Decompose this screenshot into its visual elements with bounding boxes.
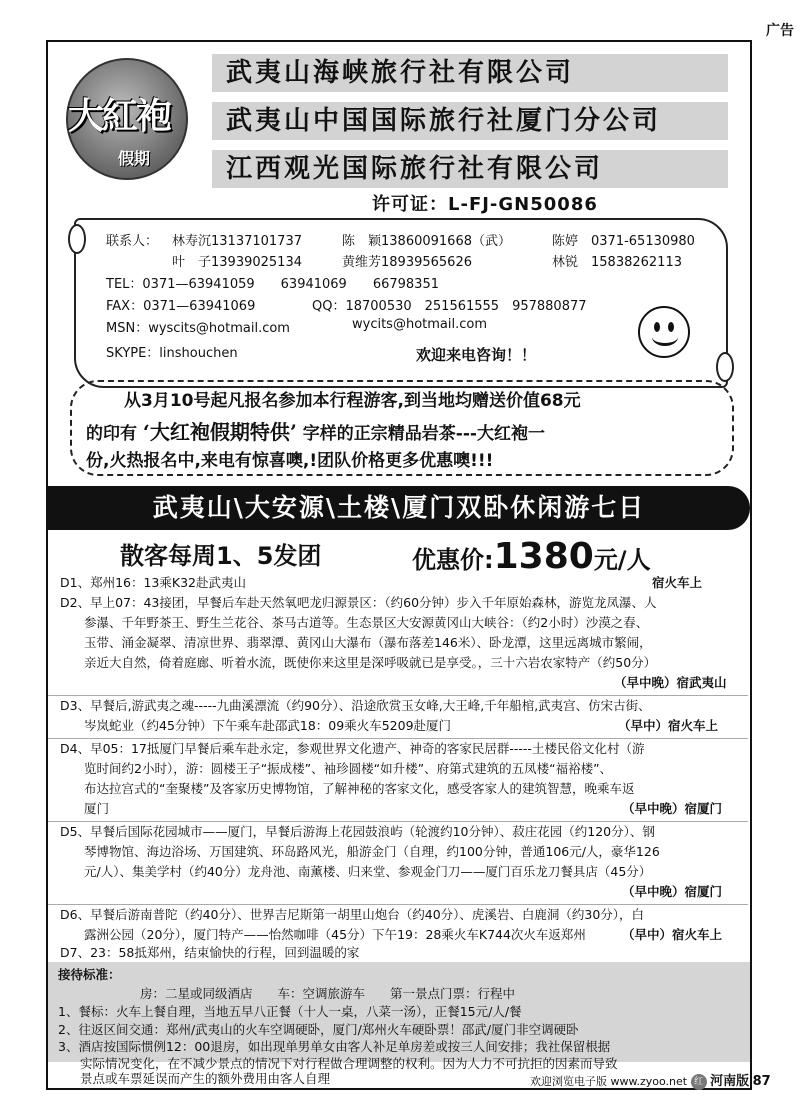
contact-person: 陈 颖13860091668（武） (342, 234, 511, 249)
promo-line-3: 份,火热报名中,来电有惊喜噢,!团队价格更多优惠噢!!! (86, 451, 494, 471)
smiley-icon (638, 306, 690, 358)
standard-transport: 2、往返区间交通：郑州/武夷山的火车空调硬卧，厦门/郑州火车硬卧票！邵武/厦门非空调硬卧 (58, 1022, 579, 1037)
departure-schedule: 散客每周1、5发团 (120, 542, 322, 570)
itinerary-day-6-line: 露洲公园（20分），厦门特产——怡然咖啡（45分）下午19：28乘火车K744次火车返郑州 (84, 927, 586, 942)
day-1-lodging: 宿火车上 (652, 575, 703, 590)
itinerary-day-4: D4、早05：17抵厦门早餐后乘车赴永定，参观世界文化遗产、神奇的客家民居群-----土楼民俗文化村（游 (60, 741, 645, 756)
company-name-2: 武夷山中国国际旅行社厦门分公司 (212, 102, 728, 140)
page-footer (530, 1070, 771, 1090)
logo-sub-text: 假期 (118, 149, 151, 168)
day-6-lodging: （早中）宿火车上 (622, 927, 723, 942)
page-number: 87 (752, 1074, 771, 1089)
edition-name: 河南版 (710, 1074, 750, 1089)
msn-line-2: wycits@hotmail.com (352, 317, 487, 332)
day-2-lodging: （早中晚）宿武夷山 (614, 675, 727, 690)
price-amount: 1380 (493, 536, 594, 577)
fax-line: FAX：0371—63941069 (106, 299, 256, 314)
price-block: 优惠价:1380元/人 (412, 536, 651, 577)
day-3-lodging: （早中）宿火车上 (618, 718, 719, 733)
itinerary-day-6: D6、早餐后游南普陀（约40分）、世界吉尼斯第一胡里山炮台（约40分）、虎溪岩、白鹿洞（约30分），白 (60, 907, 645, 922)
day-4-lodging: （早中晚）宿厦门 (622, 801, 723, 816)
standard-hotel-line: 景点或车票延误而产生的额外费用由客人自理 (80, 1071, 331, 1086)
day-5-lodging: （早中晚）宿厦门 (622, 884, 723, 899)
contact-person: 林锐 15838262113 (552, 255, 682, 270)
itinerary-day-4-line: 览时间约2小时），游：圆楼王子“振成楼”、袖珍圆楼“如升楼”、府第式建筑的五凤楼“福裕楼”、 (84, 761, 613, 776)
skype-line: SKYPE：linshouchen (106, 346, 238, 361)
footer-website[interactable]: 欢迎浏览电子版 www.zyoo.net (530, 1075, 688, 1088)
license-number: 许可证：L-FJ-GN50086 (372, 194, 598, 215)
contact-scroll (74, 218, 728, 388)
promo-box (70, 380, 734, 476)
itinerary-day-1: D1、郑州16：13乘K32赴武夷山 (60, 575, 246, 590)
itinerary-day-3: D3、早餐后,游武夷之魂-----九曲溪漂流（约90分）、沿途欣赏玉女峰,大王峰,千年船棺,武夷宫、仿宋古街、 (60, 698, 651, 713)
itinerary-day-3-line: 岑岚蛇业（约45分钟）下午乘车赴邵武18：09乘火车5209赴厦门 (84, 718, 452, 733)
contact-label: 联系人： (106, 234, 159, 249)
itinerary-day-2: D2、早上07：43接团，早餐后车赴天然氧吧龙归源景区：（约60分钟）步入千年原始森林，游览龙凤瀑、人 (60, 595, 657, 610)
standard-meals: 1、餐标：火车上餐自理，当地五早八正餐（十人一桌，八菜一汤），正餐15元/人/餐 (58, 1004, 522, 1019)
tour-title-banner: 武夷山\大安源\土楼\厦门双卧休闲游七日 (48, 486, 750, 530)
standards-title: 接待标准： (58, 967, 121, 982)
standards-main: 房：二星或同级酒店 车：空调旅游车 第一景点门票：行程中 (140, 986, 516, 1001)
itinerary-day-7: D7、23：58抵郑州，结束愉快的行程，回到温暖的家 (60, 945, 360, 960)
brand-logo (66, 58, 196, 188)
promo-line-1: 从3月10号起凡报名参加本行程游客,到当地均赠送价值68元 (124, 391, 581, 411)
promo-line-2: 的印有 ‘大红袍假期特供’ 字样的正宗精品岩茶---大红袍一 (86, 420, 545, 444)
itinerary-day-4-line: 布达拉宫式的“奎聚楼”及客家历史博物馆，了解神秘的客家文化，感受客家人的建筑智慧，晚乘车返 (84, 781, 635, 796)
company-name-3: 江西观光国际旅行社有限公司 (212, 150, 728, 188)
logo-main-text: 大紅袍 (68, 95, 171, 137)
standard-hotel-line: 实际情况变化，在不减少景点的情况下对行程做合理调整的权利。因为人力不可抗拒的因素而导致 (80, 1056, 618, 1071)
itinerary-day-2-line: 玉带、涌金凝翠、清凉世界、翡翠潭、黄冈山大瀑布（瀑布落差146米）、卧龙潭，这里远离城市繁闹， (84, 635, 652, 650)
contact-person: 黄维芳18939565626 (342, 255, 472, 270)
tel-line: TEL：0371—63941059 63941069 66798351 (106, 277, 439, 292)
itinerary-day-5-line: 元/人）、集美学村（约40分）龙舟池、南薰楼、归来堂、参观金门刀——厦门百乐龙刀餐具店（45分） (84, 864, 652, 879)
qq-line: QQ：18700530 251561555 957880877 (312, 299, 587, 314)
contact-person: 叶 子13939025134 (172, 255, 302, 270)
itinerary-day-2-line: 参瀑、千年野茶王、野生兰花谷、茶马古道等。生态景区大安源黄冈山大峡谷：（约2小时）沙漠之春、 (84, 615, 649, 630)
smiley-mouth (652, 328, 678, 346)
itinerary-day-2-line: 亲近大自然，倚着庭廊、听着水流，既使你来这里是深呼吸就已是享受。，三十六岩农家特产（约50分） (84, 655, 657, 670)
welcome-text: 欢迎来电咨询！！ (416, 346, 537, 364)
standard-hotel: 3、酒店按国际惯例12：00退房，如出现单男单女由客人补足单房差或按三人间安排；我社保留根据 (58, 1039, 611, 1054)
itinerary-day-4-line: 厦门 (84, 801, 110, 816)
itinerary-day-5: D5、早餐后国际花园城市——厦门，早餐后游海上花园鼓浪屿（轮渡约10分钟）、菽庄花园（约120分）、钢 (60, 824, 655, 839)
edition-badge-icon: 红 (691, 1074, 707, 1090)
ad-tag: 广告 (734, 0, 800, 38)
msn-line: MSN：wyscits@hotmail.com (106, 321, 290, 336)
company-name-1: 武夷山海峡旅行社有限公司 (212, 54, 728, 92)
contact-person: 林寿沉13137101737 (172, 234, 302, 249)
itinerary-day-5-line: 琴博物馆、海边浴场、万国建筑、环岛路风光，船游金门（自理，约100分钟，普通106元/人，豪华126 (84, 844, 660, 859)
contact-person: 陈婷 0371-65130980 (552, 234, 695, 249)
